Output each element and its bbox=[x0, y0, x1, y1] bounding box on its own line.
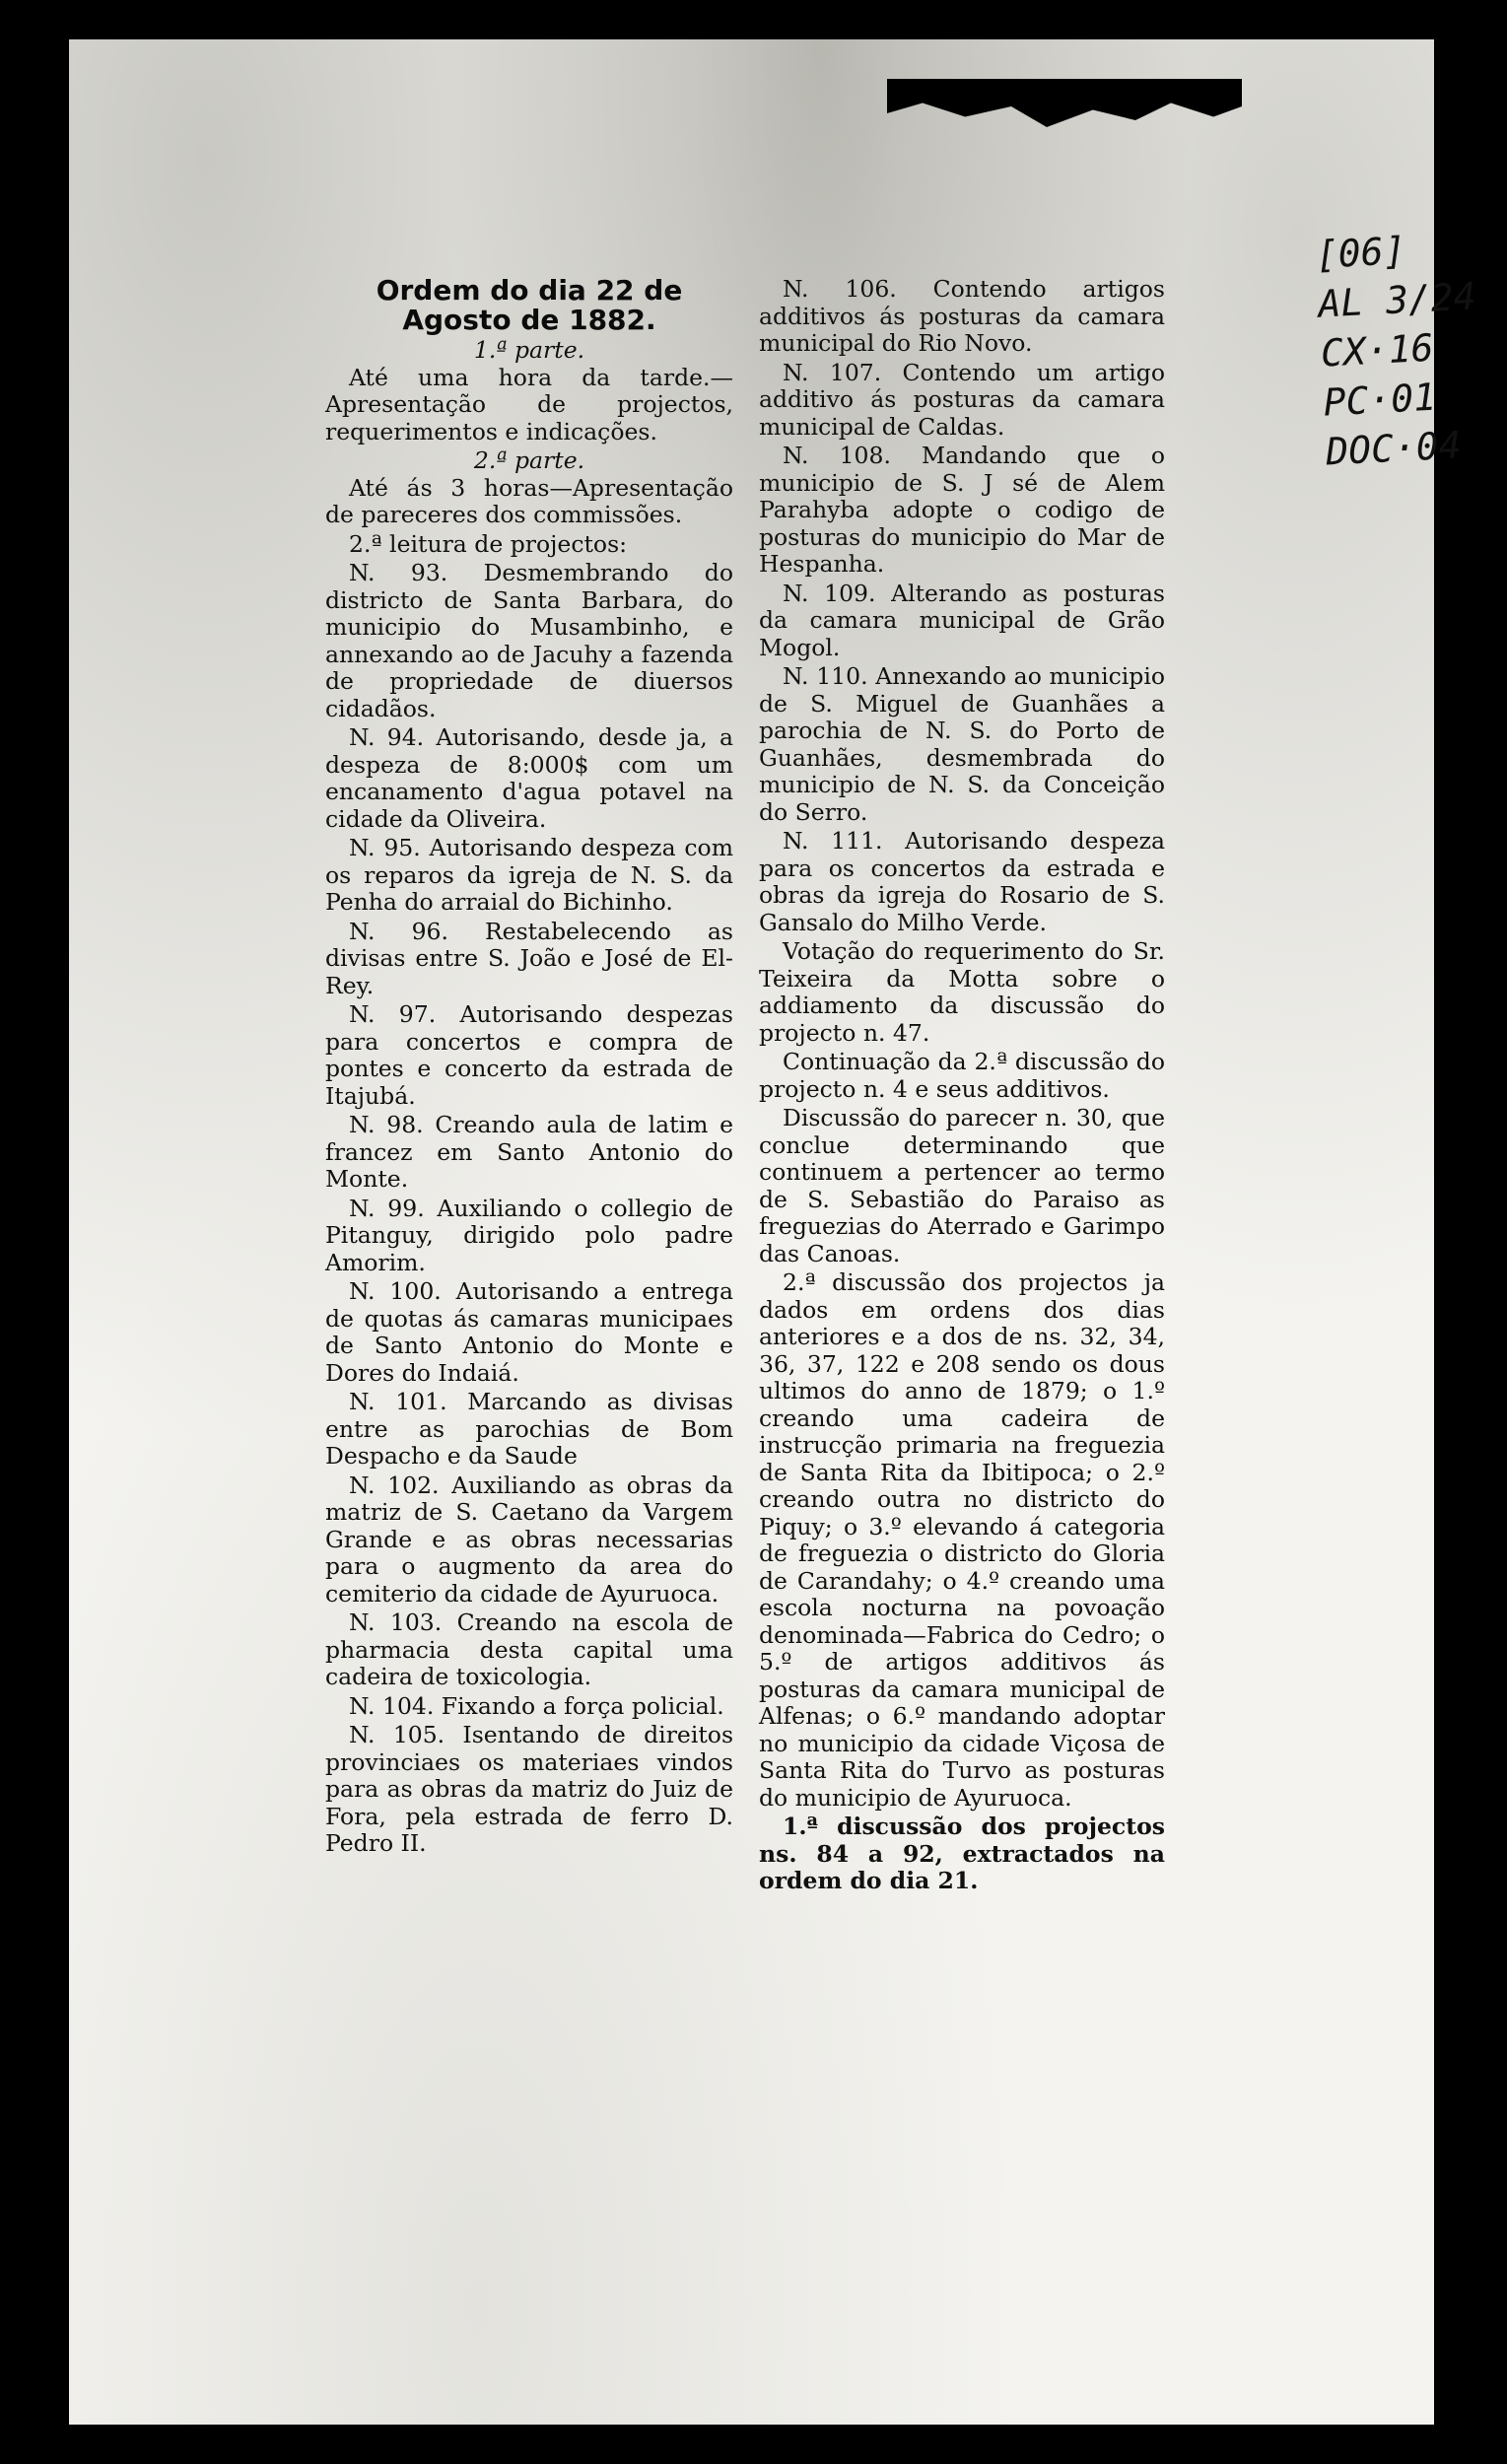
document-page bbox=[69, 39, 1434, 2425]
agenda-paragraph: N. 97. Autorisando despezas para concertos e compra de pontes e concerto da estrada de Itajubá. bbox=[325, 1000, 733, 1110]
agenda-paragraph: N. 109. Alterando as posturas da camara municipal de Grão Mogol. bbox=[759, 579, 1165, 661]
agenda-paragraph: N. 98. Creando aula de latim e francez em Santo Antonio do Monte. bbox=[325, 1111, 733, 1193]
agenda-paragraph: N. 103. Creando na escola de pharmacia desta capital uma cadeira de toxicologia. bbox=[325, 1608, 733, 1690]
agenda-paragraph: N. 100. Autorisando a entrega de quotas ás camaras municipaes de Santo Antonio do Monte e Dores do Indaiá. bbox=[325, 1277, 733, 1387]
archive-line: AL 3/24 bbox=[1317, 274, 1477, 326]
agenda-paragraph: N. 105. Isentando de direitos provinciaes os materiaes vindos para as obras da matriz do Juiz de Fora, pela estrada de ferro D. Pedro II. bbox=[325, 1721, 733, 1857]
agenda-paragraph: Votação do requerimento do Sr. Teixeira da Motta sobre o addiamento da discussão do projecto n. 47. bbox=[759, 937, 1165, 1047]
agenda-paragraph: Até ás 3 horas—Apresentação de pareceres dos commissões. bbox=[325, 473, 733, 528]
left-column-body bbox=[325, 337, 733, 1858]
torn-edge bbox=[887, 79, 1242, 148]
archive-line: [06] bbox=[1314, 229, 1407, 277]
right-column bbox=[759, 276, 1165, 1897]
archive-line: CX·16 bbox=[1319, 325, 1435, 376]
agenda-paragraph: N. 110. Annexando ao municipio de S. Miguel de Guanhães a parochia de N. S. do Porto de Guanhães, desmembrada do municipio de N. S. da Conceição do Serro. bbox=[759, 662, 1165, 826]
right-column-body bbox=[759, 276, 1165, 1895]
agenda-paragraph: 1.ª discussão dos projectos ns. 84 a 92, extractados na ordem do dia 21. bbox=[759, 1813, 1165, 1894]
agenda-paragraph: N. 93. Desmembrando do districto de Santa Barbara, do municipio do Musambinho, e annexando ao de Jacuhy a fazenda de propriedade de diuersos cidadãos. bbox=[325, 559, 733, 722]
left-column bbox=[325, 276, 733, 1860]
agenda-paragraph: Até uma hora da tarde.—Apresentação de projectos, requerimentos e indicações. bbox=[325, 363, 733, 445]
agenda-paragraph: N. 107. Contendo um artigo additivo ás posturas da camara municipal de Caldas. bbox=[759, 358, 1165, 441]
agenda-paragraph: N. 99. Auxiliando o collegio de Pitanguy, dirigido polo padre Amorim. bbox=[325, 1194, 733, 1276]
archive-line: DOC·04 bbox=[1325, 423, 1463, 474]
agenda-paragraph: 2.ª leitura de projectos: bbox=[349, 529, 628, 558]
agenda-paragraph: N. 111. Autorisando despeza para os concertos da estrada e obras da igreja do Rosario de S. Gansalo do Milho Verde. bbox=[759, 827, 1165, 936]
agenda-paragraph: N. 102. Auxiliando as obras da matriz de S. Caetano da Vargem Grande e as obras necessarias para o augmento da area do cemiterio da cidade de Ayuruoca. bbox=[325, 1471, 733, 1608]
agenda-paragraph: 2.ª discussão dos projectos ja dados em ordens dos dias anteriores e a dos de ns. 32, 34, 36, 37, 122 e 208 sendo os dous ultimos do anno de 1879; o 1.º creando uma cadeira de instrucção primaria na freguezia de Santa Rita da Ibitipoca; o 2.º creando outra no districto do Piquy; o 3.º elevando á categoria de freguezia o districto do Gloria de Carandahy; o 4.º creando uma escola nocturna na povoação denominada—Fabrica do Cedro; o 5.º de artigos additivos ás posturas da camara municipal de Alfenas; o 6.º mandando adoptar no municipio da cidade Viçosa de Santa Rita do Turvo as posturas do municipio de Ayuruoca. bbox=[759, 1268, 1165, 1812]
agenda-paragraph: N. 94. Autorisando, desde ja, a despeza de 8:000$ com um encanamento d'agua potavel na cidade da Oliveira. bbox=[325, 723, 733, 833]
section-heading: 1.ª parte. bbox=[473, 336, 585, 364]
agenda-paragraph: N. 108. Mandando que o municipio de S. J sé de Alem Parahyba adopte o codigo de posturas do municipio do Mar de Hespanha. bbox=[759, 442, 1165, 578]
agenda-paragraph: N. 106. Contendo artigos additivos ás posturas da camara municipal do Rio Novo. bbox=[759, 275, 1165, 357]
agenda-paragraph: N. 101. Marcando as divisas entre as parochias de Bom Despacho e da Saude bbox=[325, 1388, 733, 1470]
archive-line: PC·01 bbox=[1322, 375, 1438, 425]
agenda-paragraph: N. 96. Restabelecendo as divisas entre S. João e José de El-Rey. bbox=[325, 917, 733, 999]
section-heading: 2.ª parte. bbox=[473, 446, 585, 474]
agenda-paragraph: Discussão do parecer n. 30, que conclue determinando que continuem a pertencer ao termo de S. Sebastião do Paraiso as freguezias do Aterrado e Garimpo das Canoas. bbox=[759, 1104, 1165, 1267]
agenda-paragraph: N. 104. Fixando a força policial. bbox=[349, 1691, 724, 1720]
archive-reference-note bbox=[1314, 224, 1477, 477]
agenda-paragraph: Continuação da 2.ª discussão do projecto n. 4 e seus additivos. bbox=[759, 1048, 1165, 1103]
agenda-paragraph: N. 95. Autorisando despeza com os reparos da igreja de N. S. da Penha do arraial do Bichinho. bbox=[325, 834, 733, 916]
document-title: Ordem do dia 22 de Agosto de 1882. bbox=[376, 274, 683, 336]
